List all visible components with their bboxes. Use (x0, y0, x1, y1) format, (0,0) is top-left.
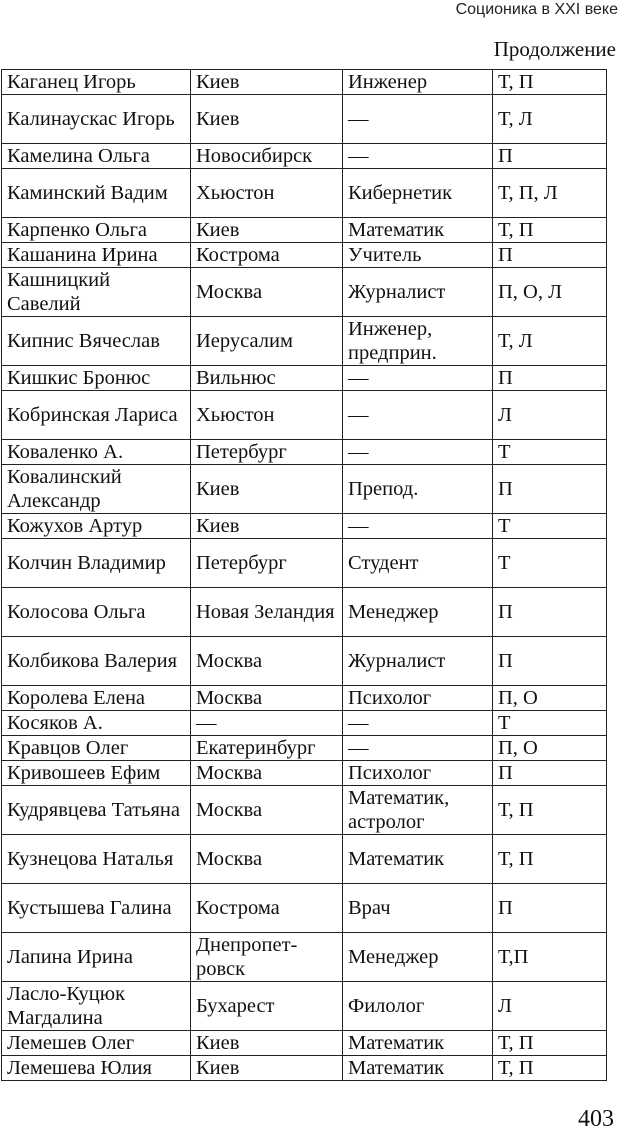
table-row (2, 218, 607, 243)
city-cell: Москва (191, 835, 343, 884)
profession-cell: Препод. (343, 465, 493, 514)
city-cell: Киев (191, 70, 343, 95)
interests-cell: П (493, 884, 607, 933)
interests-cell: Т (493, 539, 607, 588)
profession-cell: — (343, 95, 493, 144)
city-cell: Новосибирск (191, 144, 343, 169)
name-cell: Каминский Вадим (2, 169, 191, 218)
interests-cell: Т, П (493, 70, 607, 95)
name-cell: Кобринская Лариса (2, 391, 191, 440)
city-cell: Москва (191, 786, 343, 835)
name-cell: Каганец Игорь (2, 70, 191, 95)
city-cell: Киев (191, 1056, 343, 1081)
profession-cell: Журналист (343, 268, 493, 317)
name-cell: Кустышева Галина (2, 884, 191, 933)
table-row (2, 243, 607, 268)
table-row (2, 268, 607, 317)
table-row (2, 539, 607, 588)
table-row (2, 440, 607, 465)
name-cell: Кудрявцева Татьяна (2, 786, 191, 835)
name-cell: Кашницкий Савелий (2, 268, 191, 317)
profession-cell: Психолог (343, 686, 493, 711)
profession-cell: Учитель (343, 243, 493, 268)
interests-cell: Т, П (493, 786, 607, 835)
name-cell: Кривошеев Ефим (2, 761, 191, 786)
interests-cell: Т, Л (493, 95, 607, 144)
table-row (2, 686, 607, 711)
interests-cell: Т, П (493, 1056, 607, 1081)
table-row (2, 317, 607, 366)
interests-cell: П, О (493, 686, 607, 711)
table-row (2, 933, 607, 982)
name-cell: Колчин Владимир (2, 539, 191, 588)
profession-cell: — (343, 366, 493, 391)
interests-cell: Т, Л (493, 317, 607, 366)
table-row (2, 884, 607, 933)
table-row (2, 169, 607, 218)
city-cell: Хьюстон (191, 391, 343, 440)
profession-cell: Менеджер (343, 933, 493, 982)
interests-cell: Т,П (493, 933, 607, 982)
table-row (2, 70, 607, 95)
city-cell: Екатеринбург (191, 736, 343, 761)
table-row (2, 514, 607, 539)
profession-cell: Психолог (343, 761, 493, 786)
table-row (2, 391, 607, 440)
profession-cell: Математик, астролог (343, 786, 493, 835)
city-cell: Бухарест (191, 982, 343, 1031)
table-row (2, 95, 607, 144)
name-cell: Ласло-Куцюк Магдалина (2, 982, 191, 1031)
name-cell: Карпенко Ольга (2, 218, 191, 243)
name-cell: Лемешев Олег (2, 1031, 191, 1056)
city-cell: Москва (191, 686, 343, 711)
table-row (2, 1056, 607, 1081)
profession-cell: Менеджер (343, 588, 493, 637)
profession-cell: — (343, 144, 493, 169)
profession-cell: — (343, 440, 493, 465)
interests-cell: П, О (493, 736, 607, 761)
table-row (2, 588, 607, 637)
city-cell: Киев (191, 218, 343, 243)
name-cell: Королева Елена (2, 686, 191, 711)
name-cell: Кишкис Бронюс (2, 366, 191, 391)
profession-cell: Математик (343, 218, 493, 243)
profession-cell: Журналист (343, 637, 493, 686)
city-cell: Киев (191, 1031, 343, 1056)
name-cell: Кравцов Олег (2, 736, 191, 761)
table-row (2, 736, 607, 761)
interests-cell: Т, П, Л (493, 169, 607, 218)
interests-cell: Т (493, 514, 607, 539)
profession-cell: Инженер (343, 70, 493, 95)
interests-cell: П (493, 588, 607, 637)
city-cell: Днепропет-ровск (191, 933, 343, 982)
city-cell: Кострома (191, 243, 343, 268)
city-cell: Хьюстон (191, 169, 343, 218)
profession-cell: — (343, 736, 493, 761)
profession-cell: Математик (343, 1031, 493, 1056)
name-cell: Колбикова Валерия (2, 637, 191, 686)
profession-cell: Студент (343, 539, 493, 588)
profession-cell: Кибернетик (343, 169, 493, 218)
city-cell: Вильнюс (191, 366, 343, 391)
table-row (2, 144, 607, 169)
interests-cell: Т, П (493, 218, 607, 243)
profession-cell: — (343, 711, 493, 736)
city-cell: Иерусалим (191, 317, 343, 366)
interests-cell: П (493, 637, 607, 686)
name-cell: Колосова Ольга (2, 588, 191, 637)
name-cell: Лемешева Юлия (2, 1056, 191, 1081)
interests-cell: Л (493, 391, 607, 440)
city-cell: Москва (191, 637, 343, 686)
table-row (2, 711, 607, 736)
city-cell: Киев (191, 514, 343, 539)
name-cell: Коваленко А. (2, 440, 191, 465)
interests-cell: Л (493, 982, 607, 1031)
interests-cell: П, О, Л (493, 268, 607, 317)
interests-cell: Т (493, 440, 607, 465)
table-row (2, 366, 607, 391)
profession-cell: — (343, 514, 493, 539)
name-cell: Кузнецова Наталья (2, 835, 191, 884)
interests-cell: Т (493, 711, 607, 736)
city-cell: Киев (191, 465, 343, 514)
interests-cell: П (493, 761, 607, 786)
city-cell: Москва (191, 761, 343, 786)
city-cell: Петербург (191, 539, 343, 588)
city-cell: Киев (191, 95, 343, 144)
name-cell: Косяков А. (2, 711, 191, 736)
profession-cell: Математик (343, 835, 493, 884)
people-table (1, 69, 607, 1081)
table-row (2, 982, 607, 1031)
profession-cell: — (343, 391, 493, 440)
continuation-label: Продолжение (493, 37, 616, 61)
interests-cell: П (493, 366, 607, 391)
interests-cell: П (493, 144, 607, 169)
name-cell: Кашанина Ирина (2, 243, 191, 268)
table-row (2, 637, 607, 686)
interests-cell: П (493, 243, 607, 268)
city-cell: — (191, 711, 343, 736)
name-cell: Лапина Ирина (2, 933, 191, 982)
name-cell: Ковалинский Александр (2, 465, 191, 514)
profession-cell: Математик (343, 1056, 493, 1081)
profession-cell: Инженер, предприн. (343, 317, 493, 366)
profession-cell: Врач (343, 884, 493, 933)
table-row (2, 761, 607, 786)
city-cell: Новая Зеландия (191, 588, 343, 637)
city-cell: Москва (191, 268, 343, 317)
name-cell: Кипнис Вячеслав (2, 317, 191, 366)
table-row (2, 465, 607, 514)
city-cell: Петербург (191, 440, 343, 465)
running-title: Соционика в XXI веке (455, 1, 618, 18)
interests-cell: П (493, 465, 607, 514)
name-cell: Кожухов Артур (2, 514, 191, 539)
city-cell: Кострома (191, 884, 343, 933)
profession-cell: Филолог (343, 982, 493, 1031)
name-cell: Камелина Ольга (2, 144, 191, 169)
table-row (2, 1031, 607, 1056)
interests-cell: Т, П (493, 835, 607, 884)
page-number: 403 (578, 1106, 614, 1132)
table-row (2, 786, 607, 835)
interests-cell: Т, П (493, 1031, 607, 1056)
name-cell: Калинаускас Игорь (2, 95, 191, 144)
table-row (2, 835, 607, 884)
